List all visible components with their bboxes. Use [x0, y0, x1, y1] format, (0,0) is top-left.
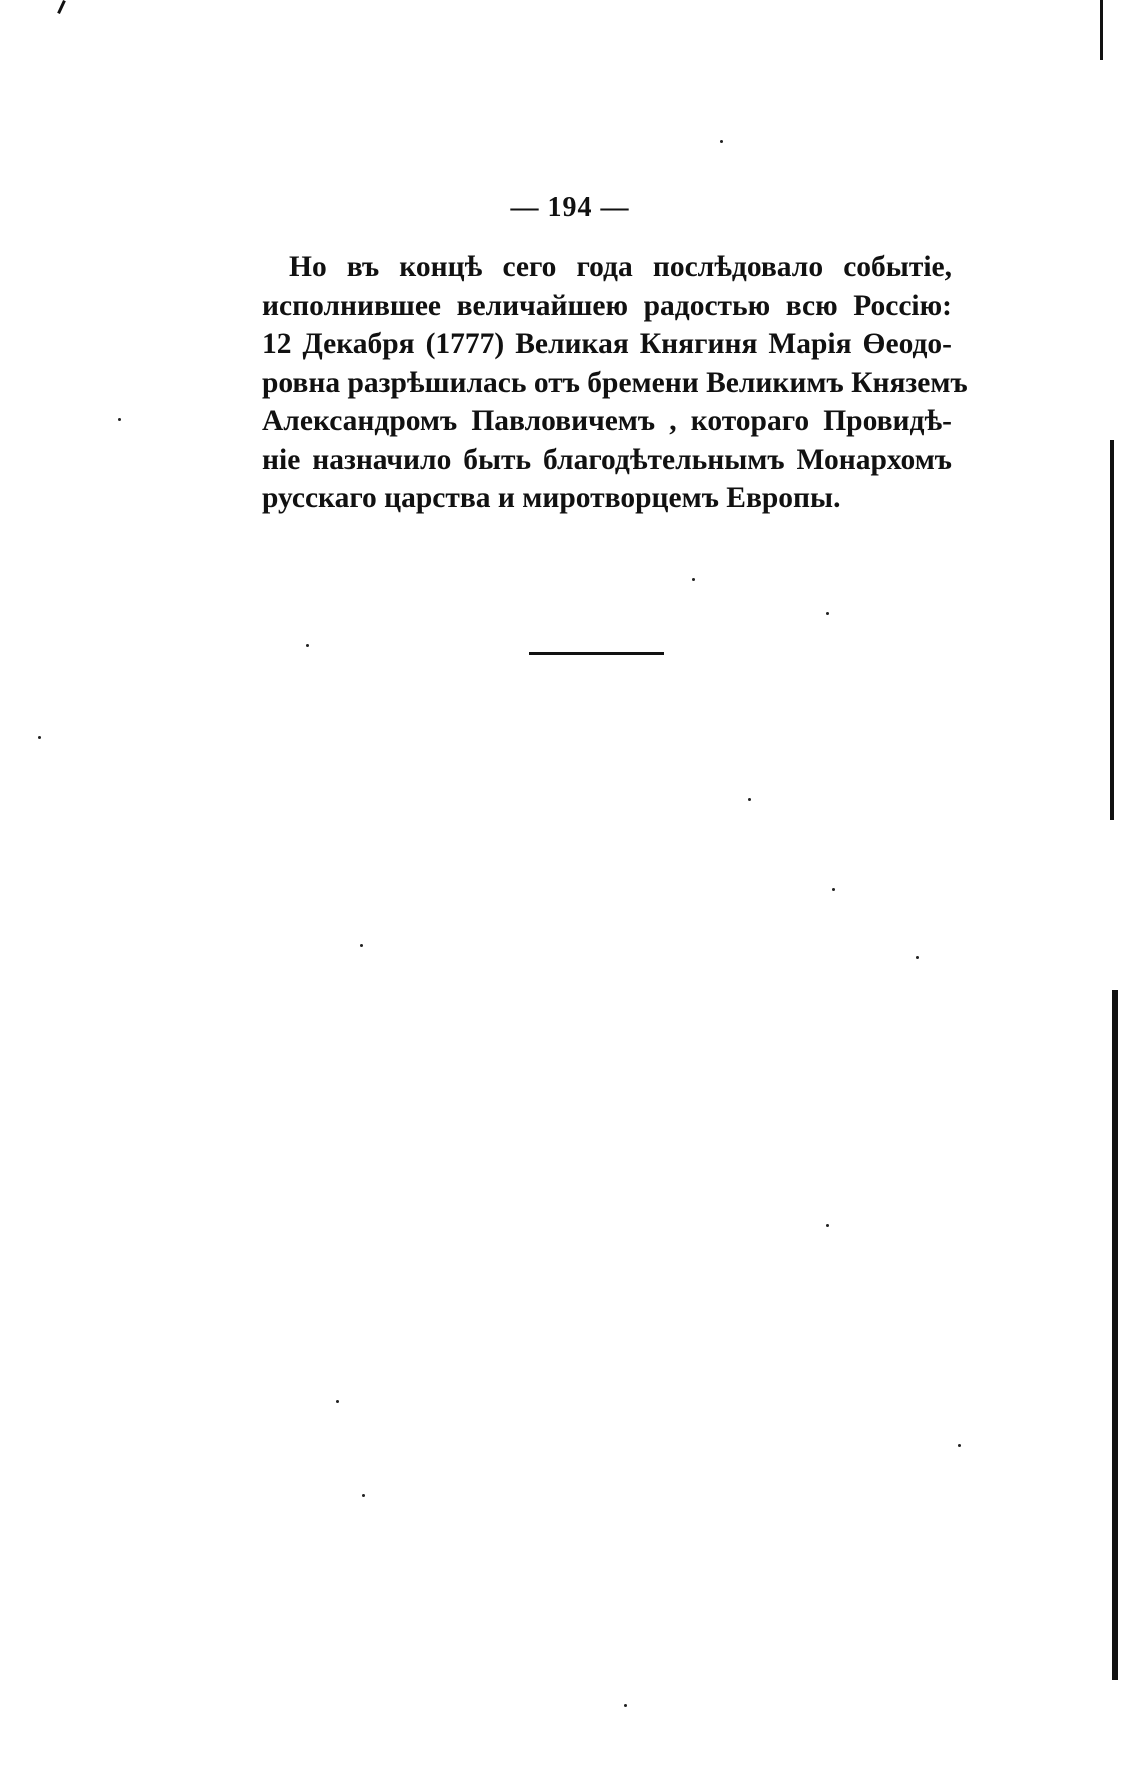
text-line: ровна разрѣшилась отъ бремени Великимъ Княземъ: [262, 366, 968, 399]
scan-speck: [720, 140, 723, 143]
scan-edge-mark-top: [1100, 0, 1103, 60]
text-line: исполнившее величайшею радостью всю Россію:: [262, 289, 952, 322]
scan-speck: [336, 1400, 339, 1403]
section-end-rule: [529, 652, 664, 655]
scan-speck: [362, 1494, 365, 1497]
scan-edge-mark-right-upper: [1110, 440, 1114, 820]
scan-speck: [306, 644, 309, 647]
scan-speck: [748, 798, 751, 801]
scan-speck: [360, 944, 363, 947]
text-line: ніе назначило быть благодѣтельнымъ Монархомъ: [262, 443, 952, 476]
scan-speck: [826, 1224, 829, 1227]
scan-edge-mark-top-left: [57, 0, 66, 14]
text-line: 12 Декабря (1777) Великая Княгиня Марія Өеодо-: [262, 328, 952, 360]
page-number: — 194 —: [510, 192, 630, 223]
scan-speck: [38, 736, 41, 739]
scan-speck: [692, 578, 695, 581]
scan-speck: [832, 888, 835, 891]
paragraph: [262, 248, 968, 518]
scan-speck: [118, 418, 121, 421]
scan-speck: [916, 956, 919, 959]
scan-speck: [958, 1444, 961, 1447]
scan-edge-mark-right-lower: [1112, 990, 1118, 1680]
scan-speck: [624, 1704, 627, 1707]
text-line: Александромъ Павловичемъ , котораго Провидѣ-: [262, 405, 952, 437]
text-line: Но въ концѣ сего года послѣдовало событіе,: [289, 251, 952, 283]
text-line: русскаго царства и миротворцемъ Европы.: [262, 482, 841, 514]
scan-speck: [826, 612, 829, 615]
